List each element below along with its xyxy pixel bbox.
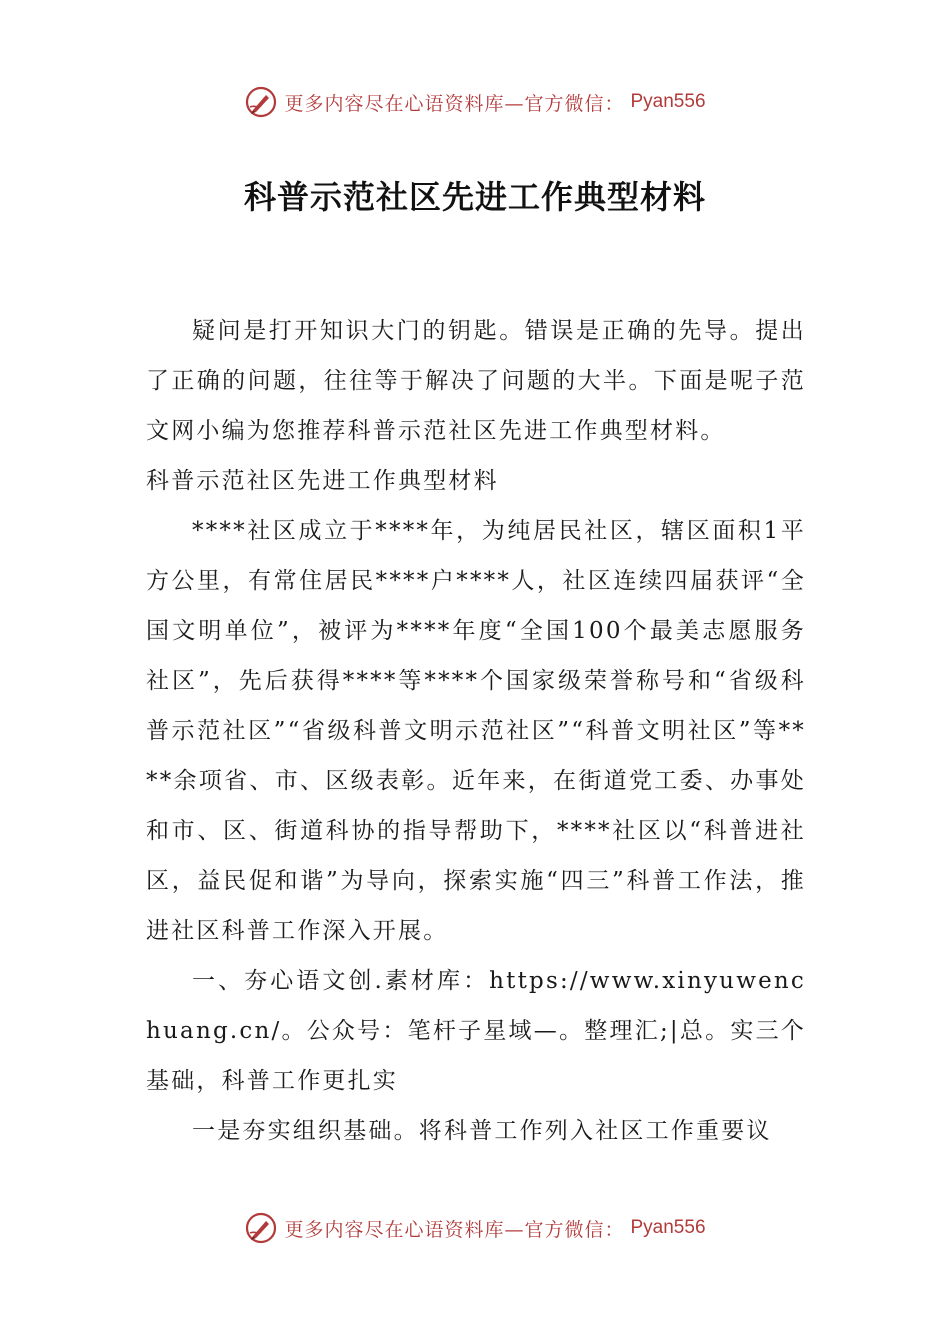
- intro-paragraph: 疑问是打开知识大门的钥匙。错误是正确的先导。提出了正确的问题，往往等于解决了问题的大半。下面是呢子范文网小编为您推荐科普示范社区先进工作典型材料。: [146, 318, 806, 444]
- header-banner: [0, 82, 950, 122]
- banner-wechat-id: Pyan556: [630, 1217, 706, 1238]
- body-paragraph: ****社区成立于****年，为纯居民社区，辖区面积1平方公里，有常住居民****户****人，社区连续四届获评“全国文明单位”，被评为****年度“全国100个最美志愿服务社区”，先后获得****等****个国家级荣誉称号和“省级科普示范社区”“省级科普文明示范社区”“科普文明社区”等****余项省、市、区级表彰。近年来，在街道党工委、办事处和市、区、街道科协的指导帮助下，****社区以“科普进社区，益民促和谐”为导向，探索实施“四三”科普工作法，推进社区科普工作深入开展。: [146, 518, 806, 944]
- body-paragraph: 一、夯心语文创.素材库：https://www.xinyuwenchuang.cn/。公众号：笔杆子星域—。整理汇;|总。实三个基础，科普工作更扎实: [146, 968, 806, 1094]
- pen-logo-icon: [244, 1211, 278, 1245]
- banner-wechat-id: Pyan556: [630, 91, 706, 112]
- body-paragraph: 一是夯实组织基础。将科普工作列入社区工作重要议: [192, 1118, 772, 1144]
- pen-logo-icon: [244, 85, 278, 119]
- banner-text: 更多内容尽在心语资料库—官方微信：: [284, 92, 625, 115]
- section-heading: 科普示范社区先进工作典型材料: [146, 468, 499, 494]
- document-title: 科普示范社区先进工作典型材料: [243, 178, 706, 216]
- document-body: [146, 306, 806, 1156]
- banner-text: 更多内容尽在心语资料库—官方微信：: [284, 1218, 625, 1241]
- footer-banner: [0, 1208, 950, 1248]
